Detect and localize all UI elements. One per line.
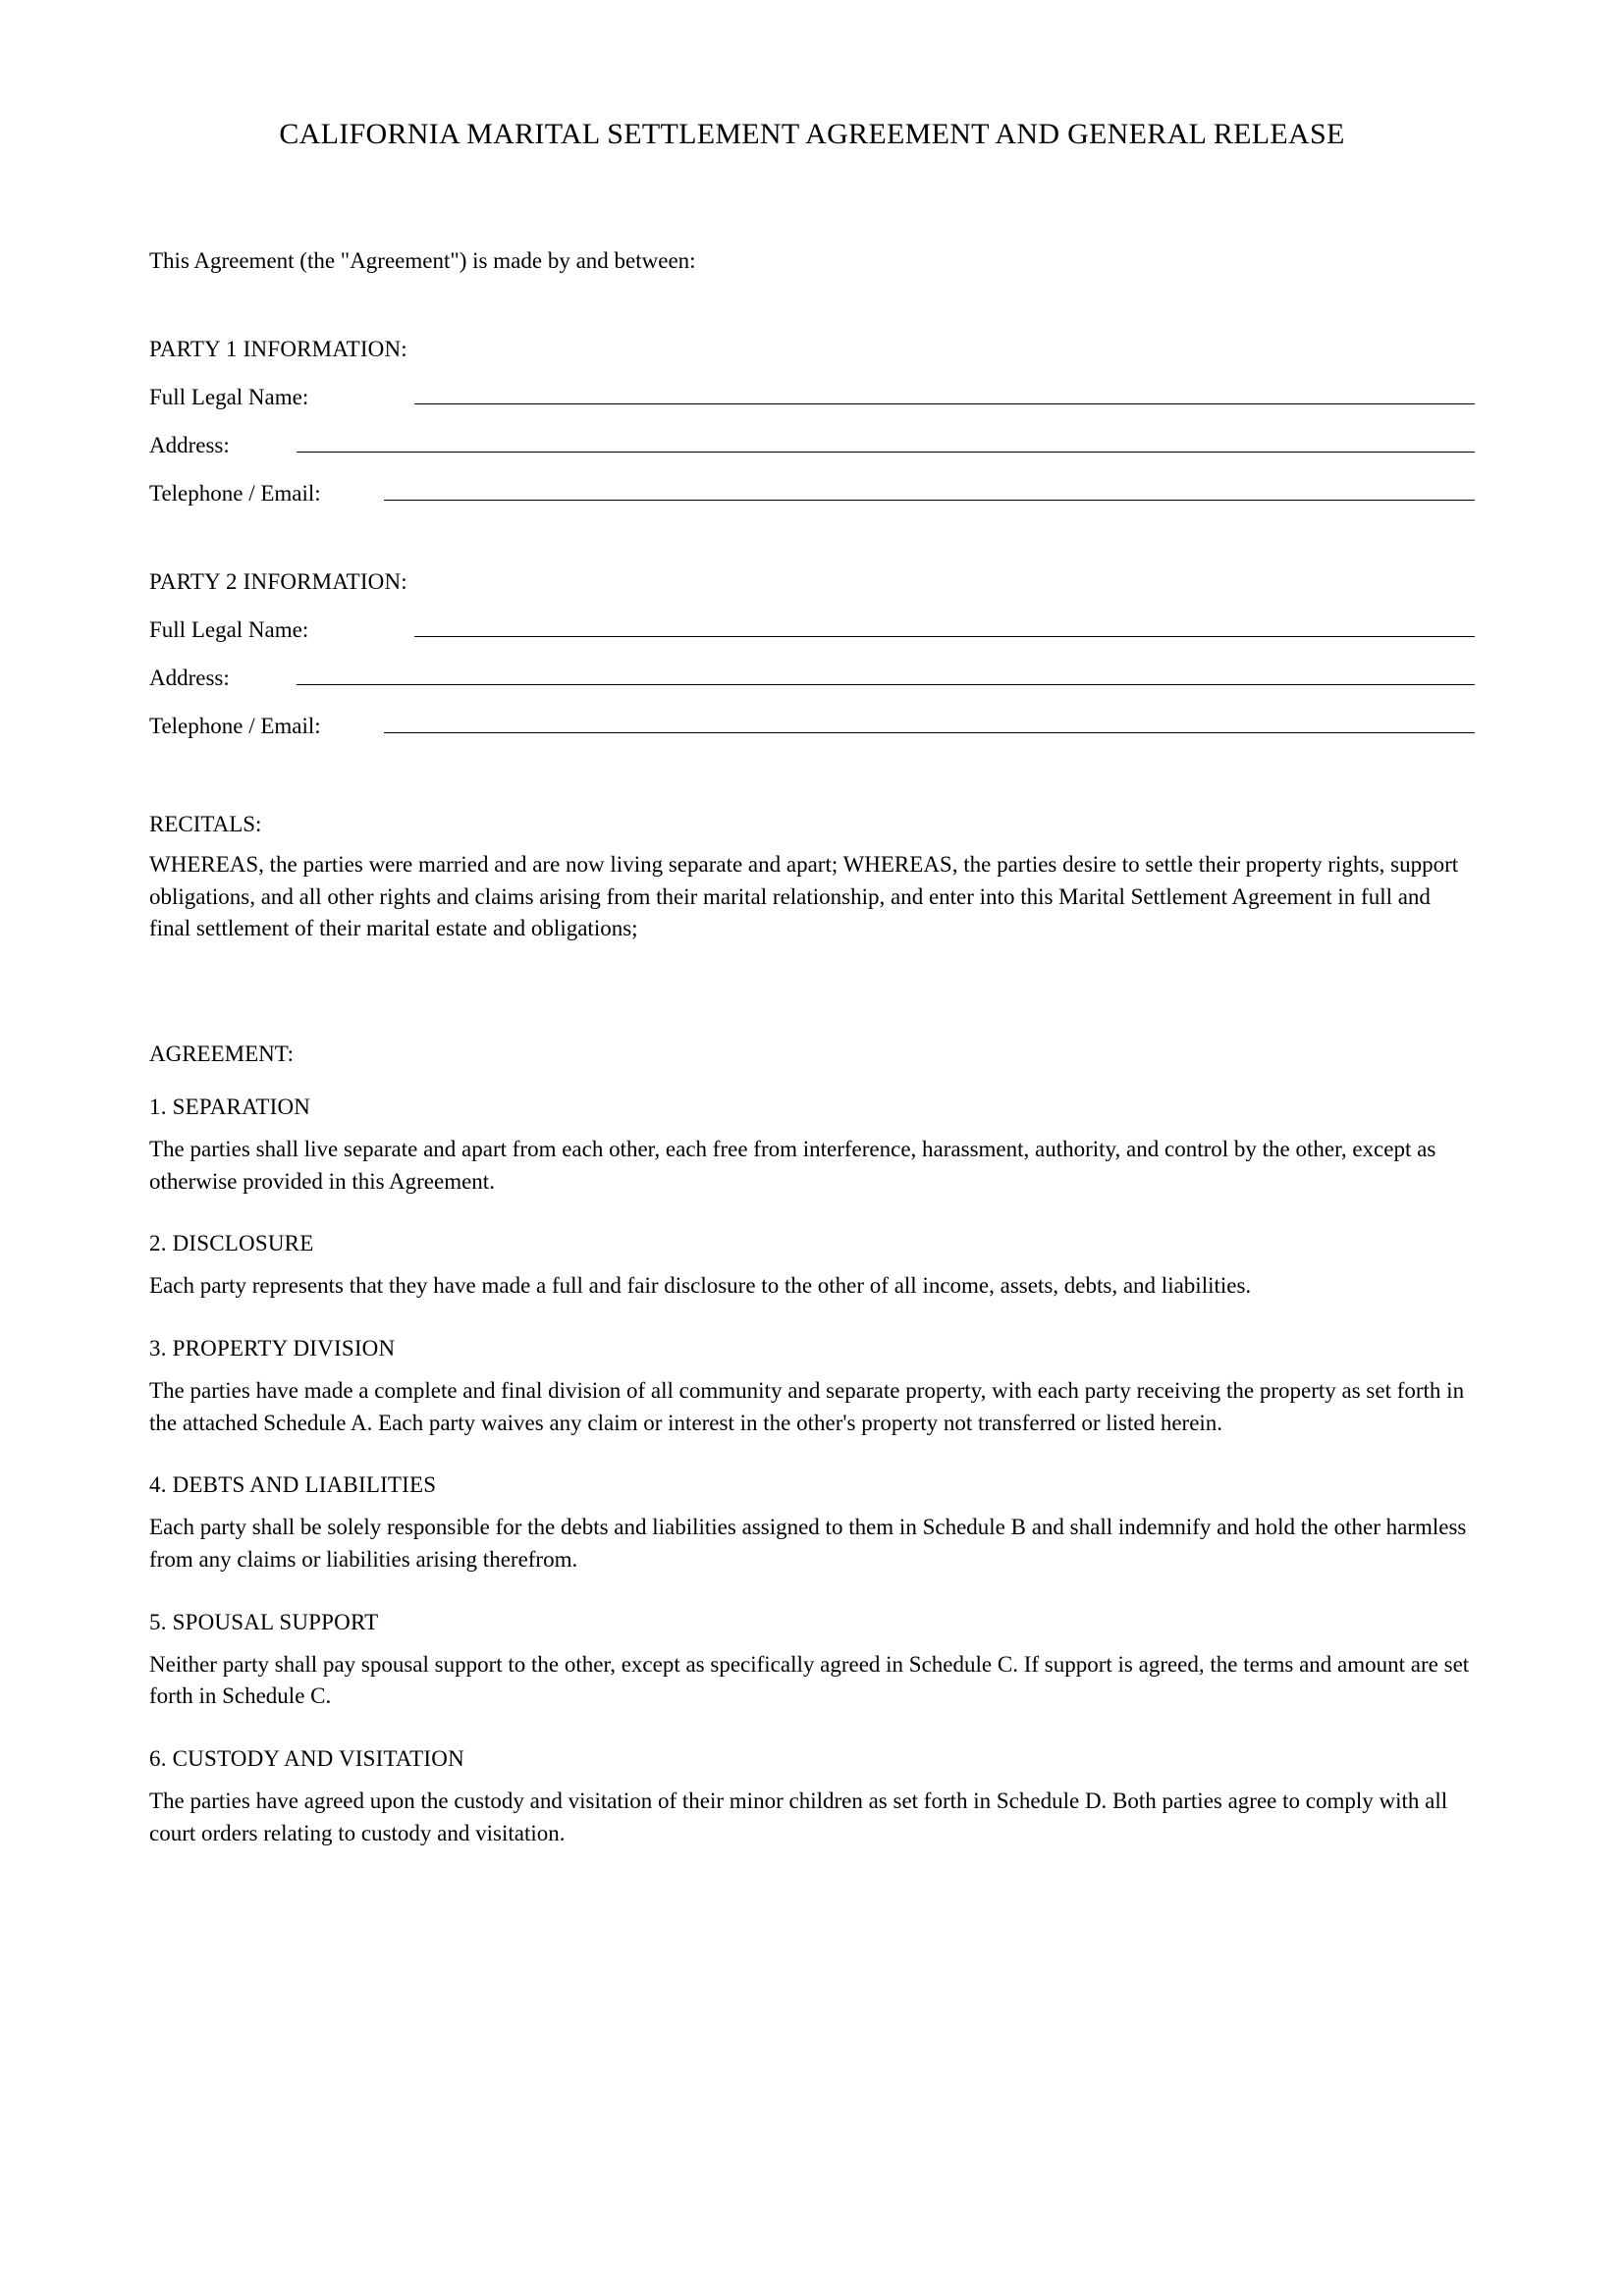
clause-title: 4. DEBTS AND LIABILITIES	[149, 1472, 437, 1498]
clause-body: Neither party shall pay spousal support to the other, except as specifically agreed in Schedule C. If support is agreed, the terms and amount are set forth in Schedule C.	[149, 1651, 1470, 1709]
party-2-full-name-input[interactable]	[414, 616, 1475, 637]
clause-section	[149, 1610, 1475, 1713]
party-2-heading: PARTY 2 INFORMATION:	[149, 569, 407, 594]
party-2-full-name-row	[149, 616, 1475, 643]
clause-title: 3. PROPERTY DIVISION	[149, 1335, 396, 1361]
clause-title: 2. DISCLOSURE	[149, 1231, 314, 1256]
party-1-telephone-email-label: Telephone / Email:	[149, 481, 321, 506]
party-2-address-label: Address:	[149, 666, 230, 690]
party-2-full-name-label: Full Legal Name:	[149, 617, 309, 642]
party-1-telephone-email-input[interactable]	[384, 480, 1475, 501]
clause-body: Each party shall be solely responsible for the debts and liabilities assigned to them in Schedule B and shall indemnify and hold the other harmless from any claims or liabilities arising therefrom.	[149, 1515, 1467, 1572]
clause-title: 1. SEPARATION	[149, 1094, 311, 1119]
clause-title: 6. CUSTODY AND VISITATION	[149, 1745, 464, 1771]
party-1-full-name-label: Full Legal Name:	[149, 385, 309, 409]
clause-body: The parties shall live separate and apart from each other, each free from interference, harassment, authority, and control by the other, except as otherwise provided in this Agreement.	[149, 1136, 1436, 1194]
recitals-heading: RECITALS:	[149, 812, 262, 836]
party-1-address-label: Address:	[149, 433, 230, 457]
intro-paragraph: This Agreement (the "Agreement") is made by and between:	[149, 248, 696, 273]
clause-section	[149, 1746, 1475, 1849]
page-title: CALIFORNIA MARITAL SETTLEMENT AGREEMENT AND GENERAL RELEASE	[279, 118, 1345, 150]
clause-body: Each party represents that they have made a full and fair disclosure to the other of all income, assets, debts, and liabilities.	[149, 1273, 1252, 1299]
party-1-address-input[interactable]	[297, 432, 1475, 453]
clause-section	[149, 1336, 1475, 1439]
party-1-address-row	[149, 432, 1475, 458]
party-2-address-row	[149, 665, 1475, 691]
party-2-address-input[interactable]	[297, 665, 1475, 685]
clause-section	[149, 1472, 1475, 1575]
recitals-paragraph: WHEREAS, the parties were married and are now living separate and apart; WHEREAS, the parties desire to settle their property rights, support obligations, and all other rights and claims arising from their marital relationship, and enter into this Marital Settlement Agreement in full and final settlement of their marital estate and obligations;	[149, 852, 1459, 941]
party-1-full-name-row	[149, 384, 1475, 410]
party-2-telephone-email-row	[149, 713, 1475, 739]
clause-section	[149, 1095, 1475, 1198]
agreement-heading: AGREEMENT:	[149, 1041, 295, 1066]
clause-title: 5. SPOUSAL SUPPORT	[149, 1609, 379, 1634]
document-body	[149, 0, 1475, 1849]
party-2-telephone-email-label: Telephone / Email:	[149, 714, 321, 738]
party-1-telephone-email-row	[149, 480, 1475, 507]
clause-body: The parties have made a complete and final division of all community and separate property, with each party receiving the property as set forth in the attached Schedule A. Each party waives any claim or interest in the other's property not transferred or listed herein.	[149, 1377, 1465, 1435]
party-2-telephone-email-input[interactable]	[384, 713, 1475, 733]
party-1-full-name-input[interactable]	[414, 384, 1475, 404]
clause-body: The parties have agreed upon the custody and visitation of their minor children as set forth in Schedule D. Both parties agree to comply with all court orders relating to custody and visitation.	[149, 1788, 1448, 1845]
clause-section	[149, 1231, 1475, 1303]
party-1-heading: PARTY 1 INFORMATION:	[149, 337, 407, 361]
